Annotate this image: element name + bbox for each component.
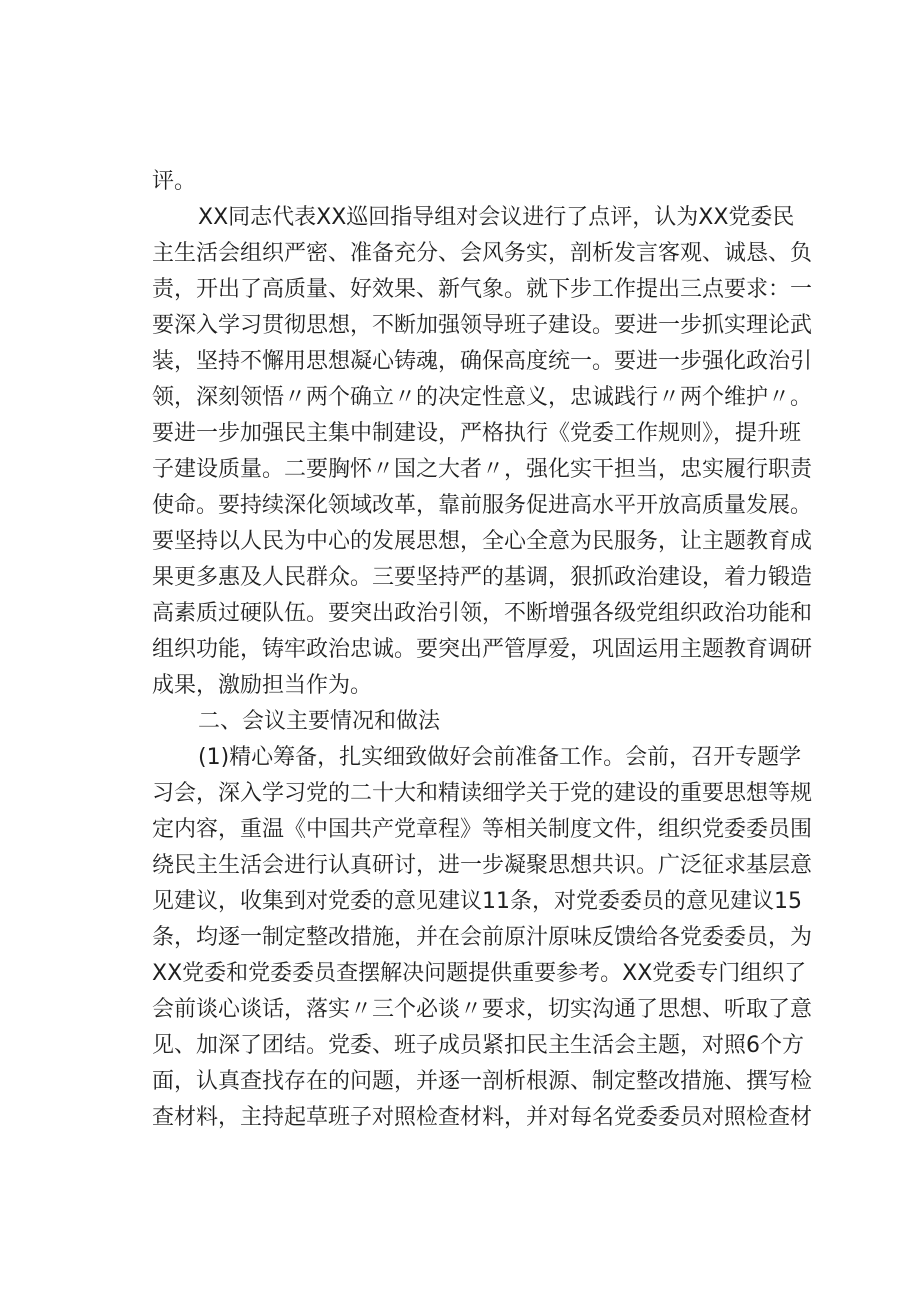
text-line: XX党委和党委委员查摆解决问题提供重要参考。XX党委专门组织了 <box>152 961 807 986</box>
text-line: 评。 <box>152 169 197 194</box>
text-line: 查材料，主持起草班子对照检查材料，并对每名党委委员对照检查材 <box>152 1105 813 1130</box>
section-heading: 二、会议主要情况和做法 <box>198 709 441 734</box>
text-line: XX同志代表XX巡回指导组对会议进行了点评，认为XX党委民 <box>198 205 795 230</box>
text-line: 面，认真查找存在的问题，并逐一剖析根源、制定整改措施、撰写检 <box>152 1069 813 1094</box>
text-line: 子建设质量。二要胸怀〃国之大者〃，强化实干担当，忠实履行职责 <box>152 457 813 482</box>
text-line: 使命。要持续深化领域改革，靠前服务促进高水平开放高质量发展。 <box>152 493 813 518</box>
text-line: 主生活会组织严密、准备充分、会风务实，剖析发言客观、诚恳、负 <box>152 241 813 266</box>
text-line: 领，深刻领悟〃两个确立〃的决定性意义，忠诚践行〃两个维护〃。 <box>152 385 813 410</box>
text-line: 定内容，重温《中国共产党章程》等相关制度文件，组织党委委员围 <box>152 817 813 842</box>
text-line: 要深入学习贯彻思想，不断加强领导班子建设。要进一步抓实理论武 <box>152 313 813 338</box>
text-line: 见、加深了团结。党委、班子成员紧扣民主生活会主题，对照6个方 <box>152 1033 804 1058</box>
text-line: 会前谈心谈话，落实〃三个必谈〃要求，切实沟通了思想、听取了意 <box>152 997 813 1022</box>
text-line: 组织功能，铸牢政治忠诚。要突出严管厚爱，巩固运用主题教育调研 <box>152 637 813 662</box>
text-line: 条，均逐一制定整改措施，并在会前原汁原味反馈给各党委委员，为 <box>152 925 813 950</box>
text-line: 绕民主生活会进行认真研讨，进一步凝聚思想共识。广泛征求基层意 <box>152 853 813 878</box>
text-line: (1)精心筹备，扎实细致做好会前准备工作。会前，召开专题学 <box>198 745 802 770</box>
text-line: 习会，深入学习党的二十大和精读细学关于党的建设的重要思想等规 <box>152 781 813 806</box>
text-line: 高素质过硬队伍。要突出政治引领，不断增强各级党组织政治功能和 <box>152 601 813 626</box>
text-line: 责，开出了高质量、好效果、新气象。就下步工作提出三点要求：一 <box>152 277 813 302</box>
text-line: 要坚持以人民为中心的发展思想，全心全意为民服务，让主题教育成 <box>152 529 813 554</box>
text-line: 成果，激励担当作为。 <box>152 673 373 698</box>
text-line: 见建议，收集到对党委的意见建议11条，对党委委员的意见建议15 <box>152 889 802 914</box>
text-line: 装，坚持不懈用思想凝心铸魂，确保高度统一。要进一步强化政治引 <box>152 349 813 374</box>
text-line: 果更多惠及人民群众。三要坚持严的基调，狠抓政治建设，着力锻造 <box>152 565 813 590</box>
text-line: 要进一步加强民主集中制建设，严格执行《党委工作规则》，提升班 <box>152 421 802 446</box>
